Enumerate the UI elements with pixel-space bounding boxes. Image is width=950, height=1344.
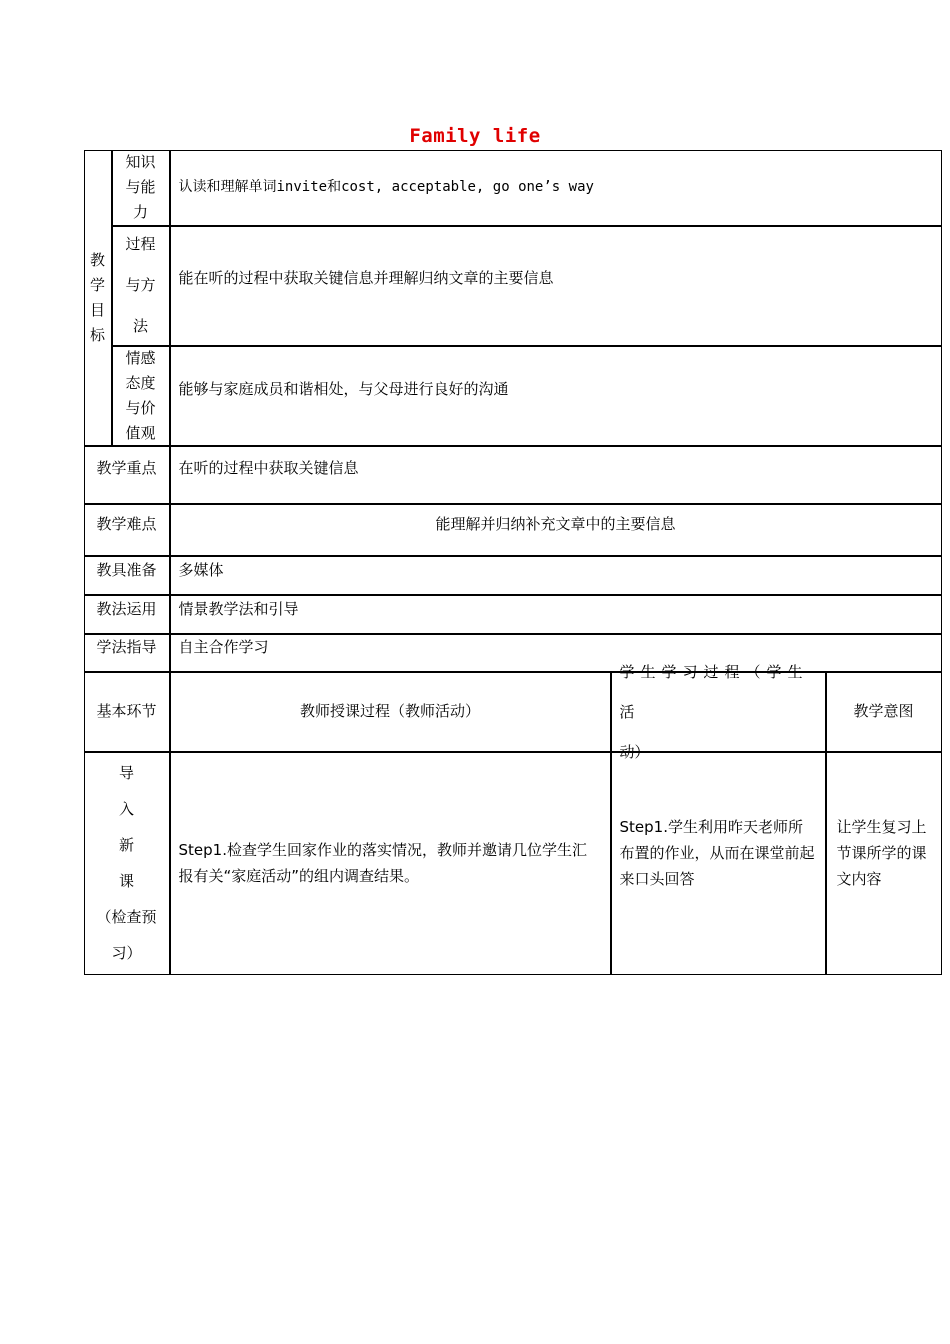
difficulty-text: 能理解并归纳补充文章中的主要信息	[170, 504, 942, 556]
emotion-label-line: 情感	[125, 348, 156, 367]
objectives-label-char: 教	[89, 250, 105, 269]
knowledge-label-line: 力	[132, 203, 148, 221]
intro-stage	[84, 752, 170, 975]
emotion-label-line: 态度	[125, 373, 156, 392]
objectives-label-char: 学	[89, 275, 105, 294]
intro-student-text: Step1.学生利用昨天老师所布置的作业，从而在课堂前起来口头回答	[611, 752, 826, 975]
process-label-line: 与方	[125, 276, 156, 294]
intro-intent-text: 让学生复习上节课所学的课文内容	[826, 752, 942, 975]
knowledge-label-line: 知识	[125, 153, 156, 171]
page-title: Family life	[409, 125, 541, 147]
header-intent: 教学意图	[826, 672, 942, 752]
study-text: 自主合作学习	[170, 634, 942, 672]
key-point-text: 在听的过程中获取关键信息	[170, 446, 942, 504]
key-point-label: 教学重点	[84, 446, 170, 504]
process-label-line: 法	[132, 317, 148, 335]
emotion-label-line: 与价	[125, 398, 156, 417]
difficulty-label: 教学难点	[84, 504, 170, 556]
header-stage: 基本环节	[84, 672, 170, 752]
knowledge-text: 认读和理解单词invite和cost, acceptable, go one’s way	[170, 150, 942, 226]
objectives-label-char: 标	[89, 325, 105, 344]
tools-text: 多媒体	[170, 556, 942, 595]
intro-teacher-text: Step1.检查学生回家作业的落实情况，教师并邀请几位学生汇报有关“家庭活动”的组内调查结果。	[170, 752, 611, 975]
process-text: 能在听的过程中获取关键信息并理解归纳文章的主要信息	[170, 226, 942, 346]
objectives-label	[84, 150, 112, 446]
header-teacher: 教师授课过程（教师活动）	[170, 672, 611, 752]
header-student	[611, 662, 826, 761]
objectives-label-char: 目	[89, 300, 105, 319]
process-label	[112, 226, 170, 346]
process-label-line: 过程	[125, 235, 156, 253]
knowledge-label-line: 与能	[125, 178, 156, 196]
emotion-label	[112, 346, 170, 446]
emotion-label-line: 值观	[125, 423, 156, 442]
intro-stage-line: 课	[118, 872, 134, 890]
emotion-text: 能够与家庭成员和谐相处，与父母进行良好的沟通	[170, 346, 942, 446]
methods-label: 教法运用	[84, 595, 170, 634]
intro-stage-line: 习）	[111, 944, 142, 962]
study-label: 学法指导	[84, 634, 170, 672]
intro-stage-line: 新	[118, 836, 134, 854]
tools-label: 教具准备	[84, 556, 170, 595]
intro-stage-line: 导	[118, 764, 134, 782]
knowledge-label	[112, 150, 170, 226]
header-student-line: 动）	[619, 742, 650, 761]
intro-stage-line: 入	[118, 800, 134, 818]
header-student-line: 学生学习过程（学生活	[619, 662, 809, 721]
methods-text: 情景教学法和引导	[170, 595, 942, 634]
intro-stage-line: （检查预	[96, 908, 157, 926]
